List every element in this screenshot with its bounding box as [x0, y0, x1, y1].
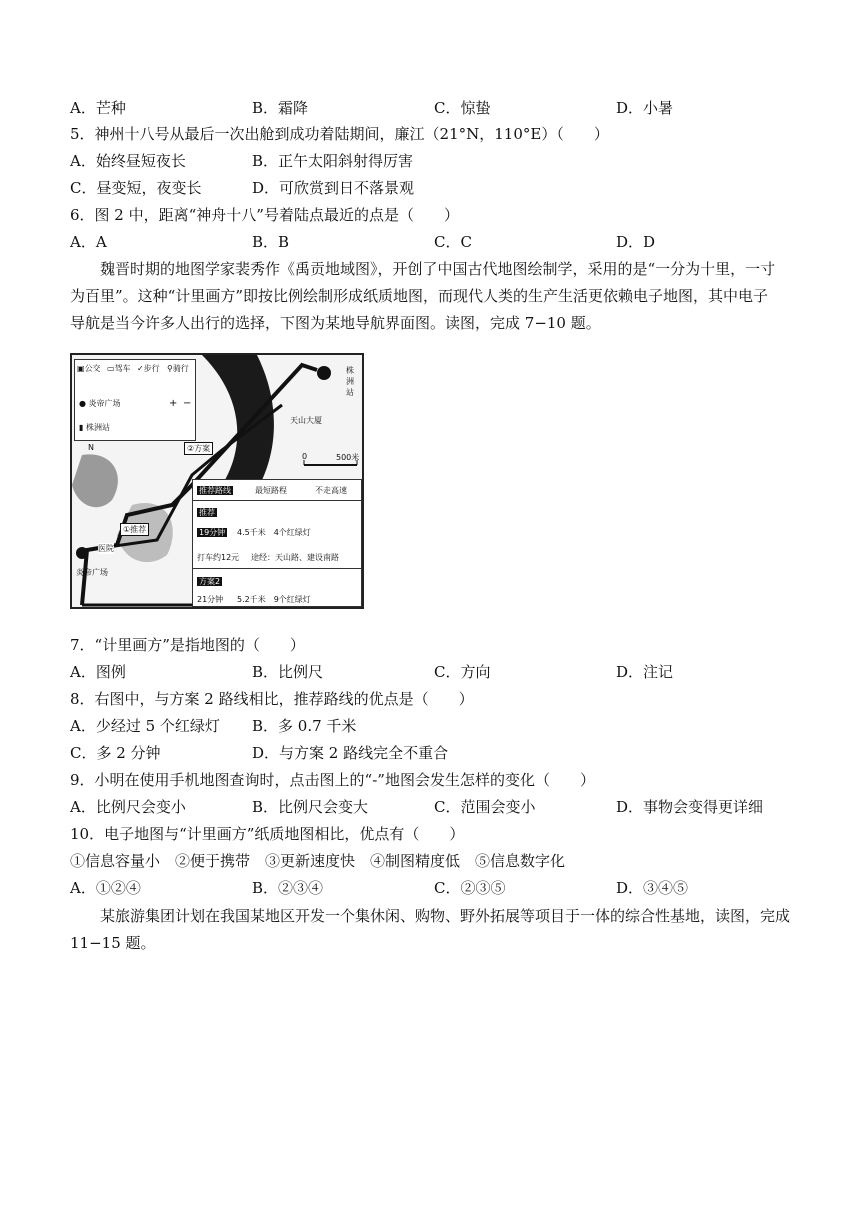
q5-option-a: A．始终昼短夜长: [70, 152, 186, 170]
q4-option-a: A．芒种: [70, 99, 126, 117]
q9-option-a: A．比例尺会变小: [70, 798, 186, 816]
q6-stem: 6．图 2 中，距离“神舟十八”号着陆点最近的点是（ ）: [70, 206, 459, 224]
q4-option-d: D．小暑: [616, 99, 674, 117]
q4-option-c: C．惊蛰: [434, 99, 491, 117]
scale-zero: 0: [302, 452, 308, 461]
q7-option-c: C．方向: [434, 663, 491, 681]
park-area: [72, 454, 118, 507]
q9-stem: 9．小明在使用手机地图查询时，点击图上的“-”地图会发生怎样的变化（ ）: [70, 771, 595, 789]
station-label: 株洲站: [346, 366, 354, 397]
rec-tag: 推荐: [199, 508, 215, 517]
rec-detail: 4.5千米 4个红绿灯: [237, 528, 311, 537]
q5-option-c: C．昼变短，夜变长: [70, 179, 202, 197]
rec-fee: 打车约12元: [197, 553, 240, 562]
rec-via: 途经：天山路、建设南路: [251, 553, 339, 562]
q10-option-b: B．②③④: [252, 879, 324, 897]
plan2-time: 21分钟: [197, 595, 224, 604]
start-field[interactable]: ● 炎帝广场: [79, 399, 121, 408]
search-panel: [74, 359, 196, 441]
plan2-marker: ②方案: [184, 442, 213, 455]
tab-no-highway[interactable]: 不走高速: [315, 486, 347, 495]
q10-stem: 10．电子地图与“计里画方”纸质地图相比，优点有（ ）: [70, 825, 465, 843]
navigation-map-figure: [70, 353, 364, 609]
mode-car[interactable]: ▭驾车: [107, 364, 131, 373]
walk-icon: ✓: [137, 364, 144, 373]
q9-option-d: D．事物会变得更详细: [616, 798, 764, 816]
mode-bike[interactable]: ⚲骑行: [167, 364, 189, 373]
flag-icon: ▮: [79, 423, 84, 432]
q8-option-a: A．少经过 5 个红绿灯: [70, 717, 220, 735]
zoom-out-button[interactable]: −: [183, 398, 192, 409]
intro-7-10-line-2: 为百里”。这种“计里画方”即按比例绘制形成纸质地图，而现代人类的生产生活更依赖电子地图，其中电子: [70, 287, 769, 305]
scale-max: 500米: [336, 453, 360, 462]
route-info-panel: [192, 479, 362, 607]
plan2-tag: 方案2: [199, 577, 221, 586]
intro-11-15-line-1: 某旅游集团计划在我国某地区开发一个集休闲、购物、野外拓展等项目于一体的综合性基地，读图，完成: [100, 907, 791, 925]
q10-option-d: D．③④⑤: [616, 879, 689, 897]
end-pin-icon: [317, 366, 331, 380]
q10-option-a: A．①②④: [70, 879, 141, 897]
q5-option-d: D．可欣赏到日不落景观: [252, 179, 415, 197]
q7-option-d: D．注记: [616, 663, 674, 681]
square-label: 炎帝广场: [76, 568, 108, 577]
river-shape: [202, 355, 274, 490]
bus-icon: ▣: [77, 364, 85, 373]
end-field[interactable]: ▮ 株洲站: [79, 423, 110, 432]
start-pin-icon: [76, 547, 88, 559]
q10-choices: ①信息容量小 ②便于携带 ③更新速度快 ④制图精度低 ⑤信息数字化: [70, 852, 566, 870]
q7-option-b: B．比例尺: [252, 663, 324, 681]
q7-option-a: A．图例: [70, 663, 126, 681]
bike-icon: ⚲: [167, 364, 173, 373]
q9-option-b: B．比例尺会变大: [252, 798, 369, 816]
q7-stem: 7．“计里画方”是指地图的（ ）: [70, 636, 305, 654]
location-icon: ●: [79, 399, 86, 408]
q6-option-b: B．B: [252, 233, 290, 251]
building-label: 天山大厦: [290, 416, 322, 425]
zoom-in-button[interactable]: +: [169, 398, 178, 409]
mode-bus[interactable]: ▣公交: [77, 364, 101, 373]
intro-7-10-line-1: 魏晋时期的地图学家裴秀作《禹贡地域图》，开创了中国古代地图绘制学，采用的是“一分为十里，一寸: [100, 260, 776, 278]
q8-option-d: D．与方案 2 路线完全不重合: [252, 744, 449, 762]
q4-option-b: B．霜降: [252, 99, 309, 117]
intro-7-10-line-3: 导航是当今许多人出行的选择，下图为某地导航界面图。读图，完成 7−10 题。: [70, 314, 601, 332]
intro-11-15-line-2: 11−15 题。: [70, 934, 156, 952]
q5-option-b: B．正午太阳斜射得厉害: [252, 152, 414, 170]
q8-option-c: C．多 2 分钟: [70, 744, 161, 762]
route-tabs: [193, 480, 361, 501]
q8-stem: 8．右图中，与方案 2 路线相比，推荐路线的优点是（ ）: [70, 690, 474, 708]
plan2-detail: 5.2千米 9个红绿灯: [237, 595, 311, 604]
q10-option-c: C．②③⑤: [434, 879, 506, 897]
q9-option-c: C．范围会变小: [434, 798, 536, 816]
recommend-marker: ①推荐: [120, 523, 149, 536]
q6-option-a: A．A: [70, 233, 107, 251]
rec-time: 19分钟: [199, 528, 226, 537]
tab-shortest[interactable]: 最短路程: [255, 486, 287, 495]
car-icon: ▭: [107, 364, 115, 373]
q6-option-c: C．C: [434, 233, 472, 251]
q5-stem: 5．神州十八号从最后一次出舱到成功着陆期间，廉江（21°N，110°E）（ ）: [70, 125, 609, 143]
tab-recommended[interactable]: 推荐路线: [199, 486, 231, 495]
q6-option-d: D．D: [616, 233, 656, 251]
north-arrow-icon: N: [88, 443, 94, 452]
mode-walk[interactable]: ✓步行: [137, 364, 160, 373]
hospital-label: 医院: [98, 544, 114, 553]
q8-option-b: B．多 0.7 千米: [252, 717, 357, 735]
